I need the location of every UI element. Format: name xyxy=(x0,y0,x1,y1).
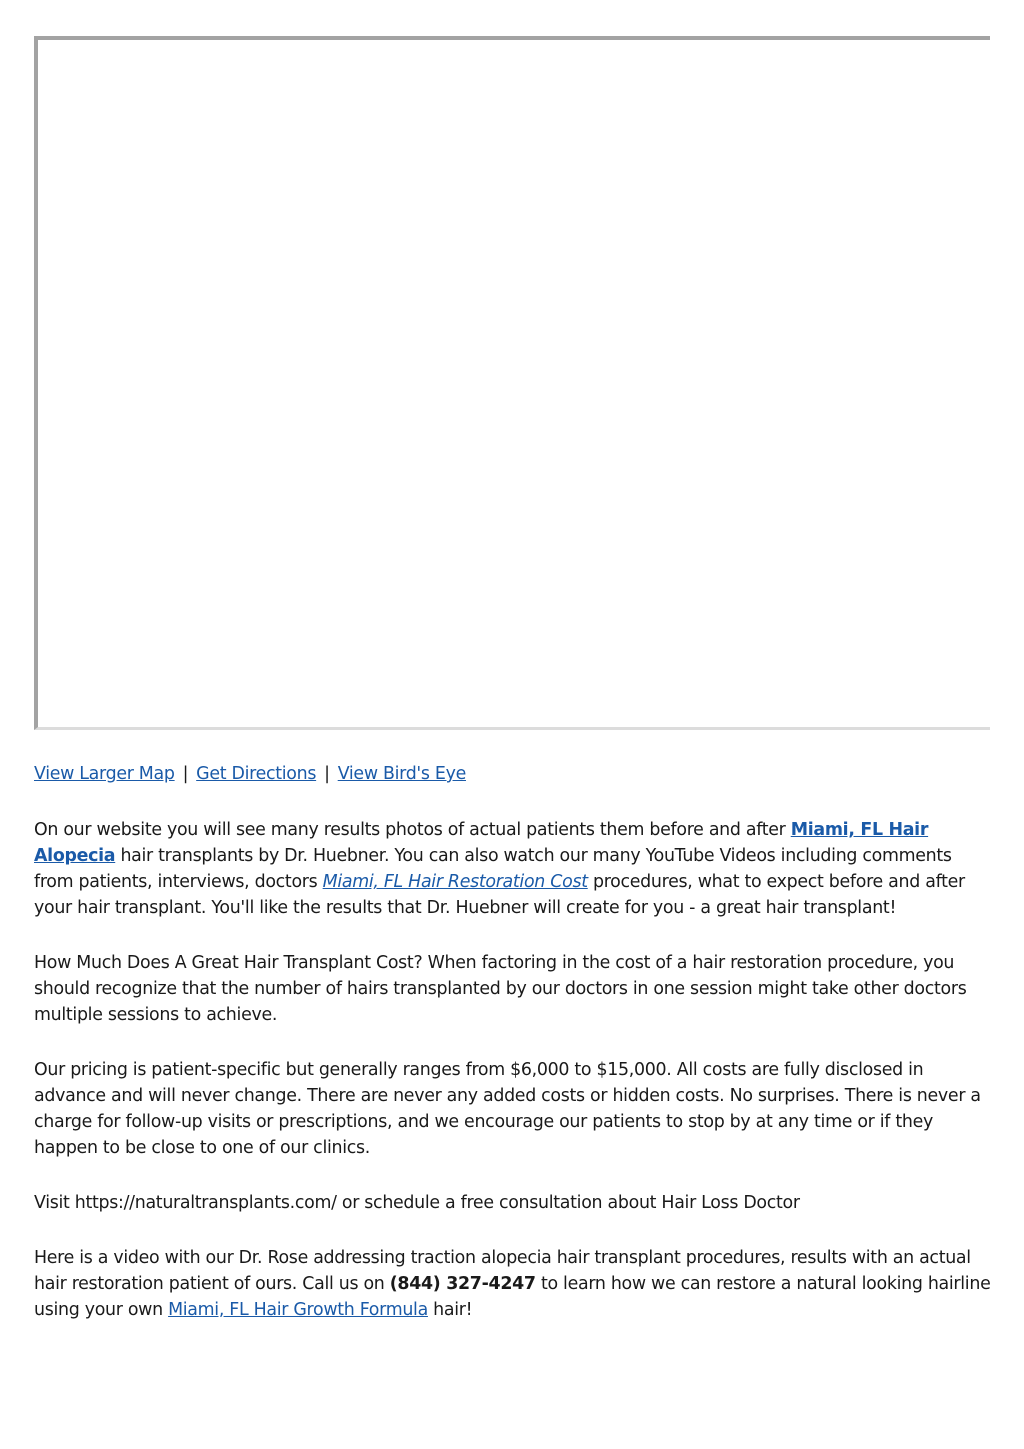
paragraph-video xyxy=(34,1245,992,1323)
paragraph-text: procedures, what to expect before and after your hair transplant. You'll like the results that Dr. Huebner will create for you - a great hair transplant! xyxy=(34,872,965,918)
article-body xyxy=(34,760,992,1352)
view-larger-map-link[interactable]: View Larger Map xyxy=(34,764,175,784)
paragraph-visit: Visit https://naturaltransplants.com/ or schedule a free consultation about Hair Loss Doctor xyxy=(34,1193,800,1213)
map-links xyxy=(34,760,992,788)
hair-restoration-cost-link[interactable]: Miami, FL Hair Restoration Cost xyxy=(322,872,588,892)
hair-alopecia-link[interactable]: Miami, FL Hair Alopecia xyxy=(34,820,929,866)
paragraph-text: Here is a video with our Dr. Rose addressing traction alopecia hair transplant procedures, results with an actual hair restoration patient of ours. Call us on xyxy=(34,1248,971,1294)
paragraph-pricing: Our pricing is patient-specific but generally ranges from $6,000 to $15,000. All costs are fully disclosed in advance and will never change. There are never any added costs or hidden costs. No surprises. There is never a charge for follow-up visits or prescriptions, and we encourage our patients to stop by at any time or if they happen to be close to one of our clinics. xyxy=(34,1060,981,1158)
link-separator: | xyxy=(324,764,330,784)
embedded-map-frame[interactable] xyxy=(34,36,990,730)
paragraph-text: to learn how we can restore a natural looking hairline using your own xyxy=(34,1274,991,1320)
link-separator: | xyxy=(182,764,189,784)
paragraph-text: hair transplants by Dr. Huebner. You can also watch our many YouTube Videos including comments from patients, interviews, doctors xyxy=(34,846,952,892)
view-birds-eye-link[interactable]: View Bird's Eye xyxy=(337,764,466,784)
paragraph-text: hair! xyxy=(427,1300,473,1320)
hair-growth-formula-link[interactable]: Miami, FL Hair Growth Formula xyxy=(168,1300,428,1320)
paragraph-text: On our website you will see many results photos of actual patients them before and after xyxy=(34,820,791,840)
paragraph-results xyxy=(34,817,992,921)
phone-number: (844) 327-4247 xyxy=(389,1274,536,1294)
paragraph-cost: How Much Does A Great Hair Transplant Cost? When factoring in the cost of a hair restoration procedure, you should recognize that the number of hairs transplanted by our doctors in one session might take other doctors multiple sessions to achieve. xyxy=(34,953,967,1025)
get-directions-link[interactable]: Get Directions xyxy=(196,764,317,784)
